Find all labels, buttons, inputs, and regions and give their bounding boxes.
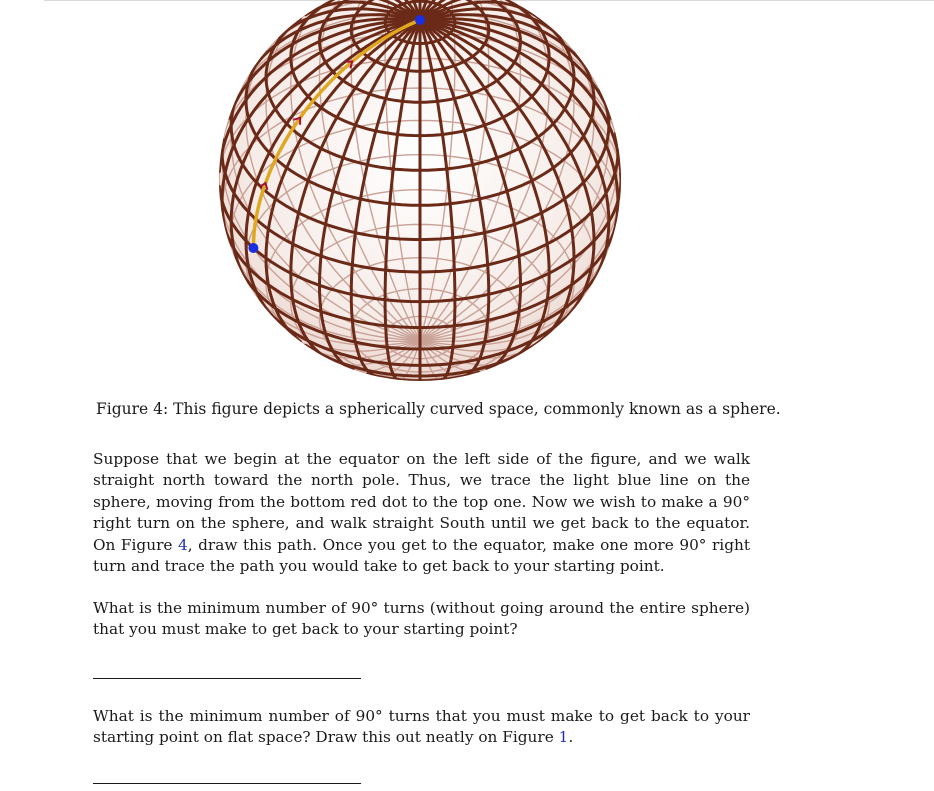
answer-line-sphere[interactable] bbox=[93, 678, 361, 679]
figure-1-reference-link[interactable]: 1 bbox=[558, 728, 569, 747]
question-flat-text-1: What is the minimum number of 90° turns that you must make to get back to your starting point on flat space? Draw this out neatly on Figure bbox=[93, 707, 750, 747]
instructions-paragraph bbox=[93, 449, 750, 577]
sphere-diagram bbox=[215, 0, 635, 390]
start-dot bbox=[248, 243, 258, 253]
instructions-text-1: Suppose that we begin at the equator on the left side of the figure, and we walk straight north toward the north pole. Thus, we trace the light blue line on the sphere, moving from the bottom red dot to the top one. Now we wish to make a 90° right turn on the sphere, and walk straight South until we get back to the equator. On Figure bbox=[93, 450, 750, 554]
question-flat-text-2: . bbox=[568, 728, 574, 747]
figure-caption-text: This figure depicts a spherically curved space, commonly known as a sphere. bbox=[173, 400, 781, 418]
figure-caption-label: Figure 4: bbox=[96, 400, 169, 418]
sphere-figure bbox=[215, 0, 635, 390]
question-sphere-turns: What is the minimum number of 90° turns (without going around the entire sphere) that you must make to get back to your starting point? bbox=[93, 599, 750, 639]
figure-caption bbox=[96, 398, 781, 420]
figure-4-reference-link[interactable]: 4 bbox=[177, 535, 188, 554]
question-flat-turns bbox=[93, 706, 750, 749]
instructions-text-2: , draw this path. Once you get to the equator, make one more 90° right turn and trace the path you would take to get back to your starting point. bbox=[93, 535, 750, 576]
answer-line-flat[interactable] bbox=[93, 783, 361, 784]
end-dot bbox=[415, 15, 425, 25]
